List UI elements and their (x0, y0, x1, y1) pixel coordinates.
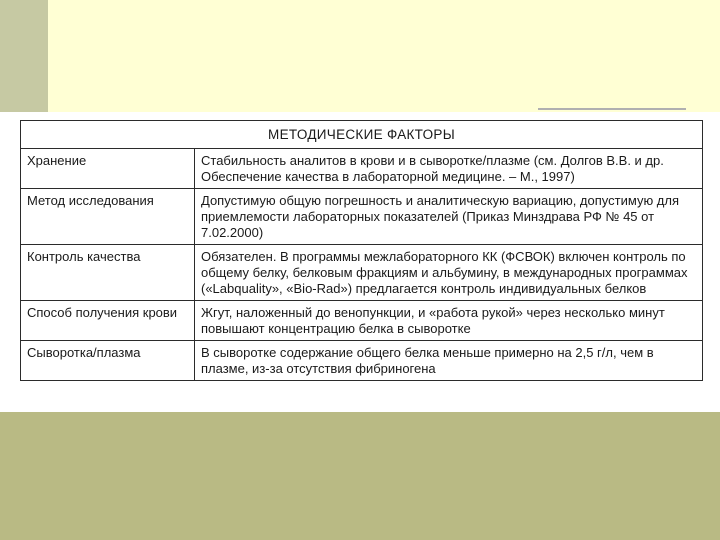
table-row (21, 341, 703, 381)
table-title: МЕТОДИЧЕСКИЕ ФАКТОРЫ (21, 121, 703, 149)
table-title-row (21, 121, 703, 149)
slide-bottom-bar (0, 412, 720, 540)
factor-description: Жгут, наложенный до венопункции, и «работа рукой» через несколько минут повышают концентрацию белка в сыворотке (195, 301, 703, 341)
factor-name: Хранение (21, 149, 195, 189)
factor-name: Сыворотка/плазма (21, 341, 195, 381)
factor-description: Стабильность аналитов в крови и в сыворотке/плазме (см. Долгов В.В. и др. Обеспечение качества в лабораторной медицине. – М., 1997) (195, 149, 703, 189)
scan-edge-line (538, 108, 686, 110)
table-row (21, 189, 703, 245)
factor-name: Контроль качества (21, 245, 195, 301)
factor-name: Метод исследования (21, 189, 195, 245)
factor-description: Обязателен. В программы межлабораторного КК (ФСВОК) включен контроль по общему белку, белковым фракциям и альбумину, в международных программах («Labquality», «Bio-Rad») предлагается контроль индивидуальных белков (195, 245, 703, 301)
table-row (21, 245, 703, 301)
slide-left-bar (0, 0, 48, 112)
methodical-factors-table (20, 120, 703, 381)
factor-name: Способ получения крови (21, 301, 195, 341)
factor-description: В сыворотке содержание общего белка меньше примерно на 2,5 г/л, чем в плазме, из-за отсутствия фибриногена (195, 341, 703, 381)
factor-description: Допустимую общую погрешность и аналитическую вариацию, допустимую для приемлемости лабораторных показателей (Приказ Минздрава РФ № 45 от 7.02.2000) (195, 189, 703, 245)
table-row (21, 301, 703, 341)
table-row (21, 149, 703, 189)
